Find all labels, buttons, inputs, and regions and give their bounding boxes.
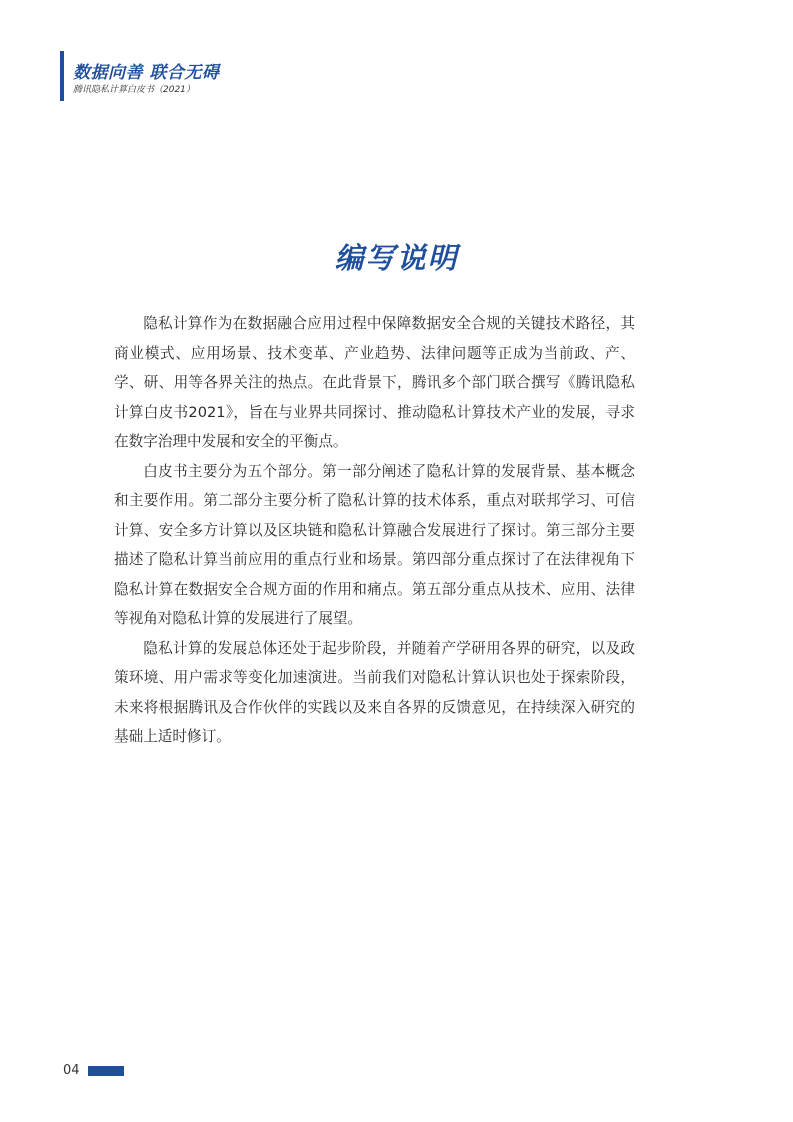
paragraph-1: 隐私计算作为在数据融合应用过程中保障数据安全合规的关键技术路径，其商业模式、应用场景、技术变革、产业趋势、法律问题等正成为当前政、产、学、研、用等各界关注的热点。在此背景下，腾讯多个部门联合撰写《腾讯隐私计算白皮书2021》，旨在与业界共同探讨、推动隐私计算技术产业的发展，寻求在数字治理中发展和安全的平衡点。 [114,315,635,450]
header-accent-bar [60,51,64,101]
header-title: 数据向善 联合无碍 [73,63,220,83]
page-title: 编写说明 [334,241,459,275]
paragraph-3: 隐私计算的发展总体还处于起步阶段，并随着产学研用各界的研究，以及政策环境、用户需求等变化加速演进。当前我们对隐私计算认识也处于探索阶段，未来将根据腾讯及合作伙伴的实践以及来自各界的反馈意见，在持续深入研究的基础上适时修订。 [114,639,635,745]
page-number: 04 [63,1063,80,1078]
header-subtitle: 腾讯隐私计算白皮书（2021） [73,85,195,95]
paragraph-2: 白皮书主要分为五个部分。第一部分阐述了隐私计算的发展背景、基本概念和主要作用。第二部分主要分析了隐私计算的技术体系，重点对联邦学习、可信计算、安全多方计算以及区块链和隐私计算融合发展进行了探讨。第三部分主要描述了隐私计算当前应用的重点行业和场景。第四部分重点探讨了在法律视角下隐私计算在数据安全合规方面的作用和痛点。第五部分重点从技术、应用、法律等视角对隐私计算的发展进行了展望。 [114,462,635,627]
document-body [114,309,635,752]
page-number-bar [88,1066,124,1076]
